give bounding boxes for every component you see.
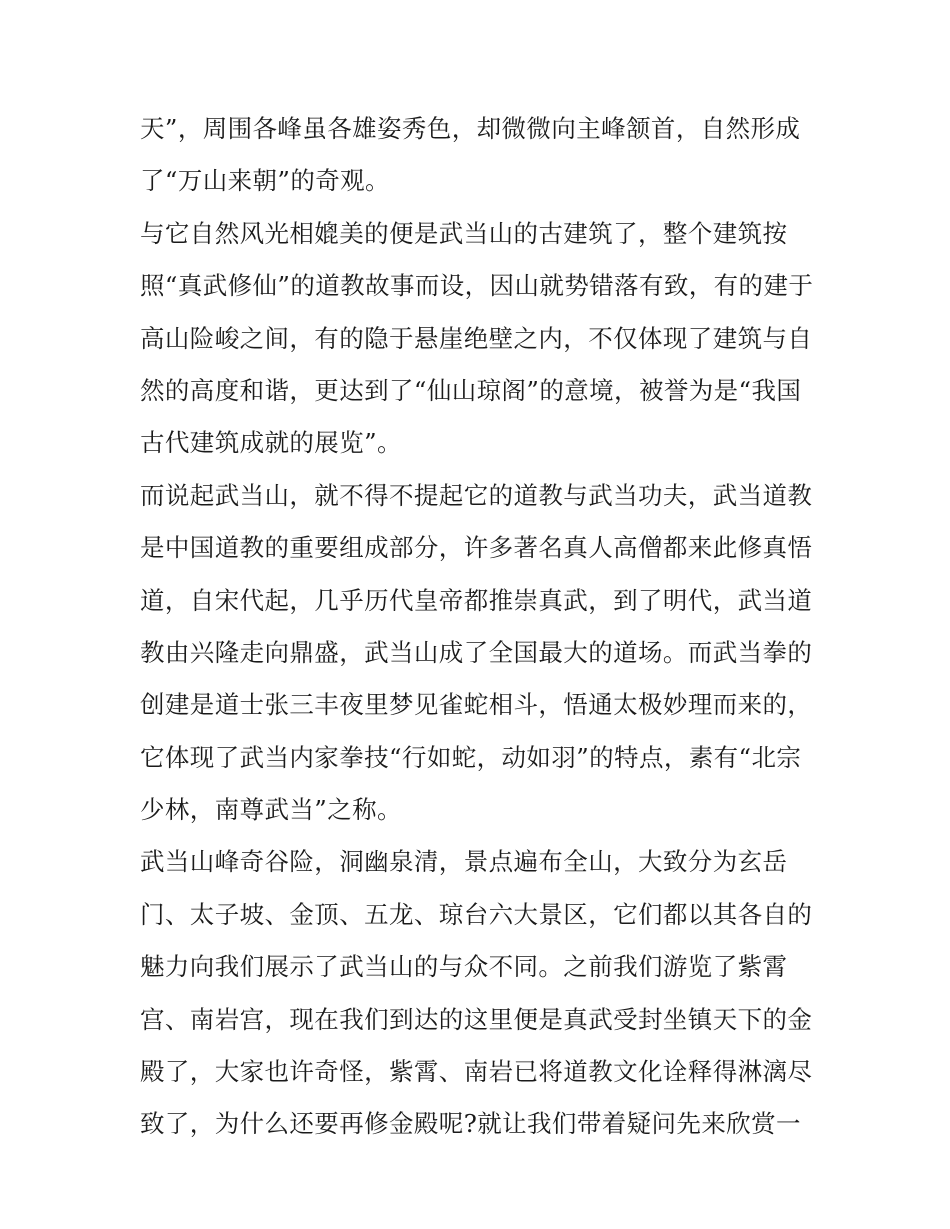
- text-line: 道，自宋代起，几乎历代皇帝都推崇真武，到了明代，武当道: [140, 585, 813, 615]
- text-line: 武当山峰奇谷险，洞幽泉清，景点遍布全山，大致分为玄岳: [140, 847, 788, 877]
- document-body: [140, 103, 820, 1151]
- text-line: 照“真武修仙”的道教故事而设，因山就势错落有致，有的建于: [140, 271, 814, 301]
- text-line: 殿了，大家也许奇怪，紫霄、南岩已将道教文化诠释得淋漓尽: [140, 1057, 813, 1087]
- text-line: 了“万山来朝”的奇观。: [140, 166, 390, 196]
- text-line: 少林，南尊武当”之称。: [140, 795, 402, 825]
- text-line: 古代建筑成就的展览”。: [140, 428, 402, 458]
- text-line: 然的高度和谐，更达到了“仙山琼阁”的意境，被誉为是“我国: [140, 375, 802, 405]
- text-line: 与它自然风光相媲美的便是武当山的古建筑了，整个建筑按: [140, 218, 788, 248]
- text-line: 天”，周围各峰虽各雄姿秀色，却微微向主峰颔首，自然形成: [140, 114, 801, 143]
- text-line: 是中国道教的重要组成部分，许多著名真人高僧都来此修真悟: [140, 533, 813, 563]
- text-line: 教由兴隆走向鼎盛，武当山成了全国最大的道场。而武当拳的: [140, 637, 813, 667]
- text-line: 门、太子坡、金顶、五龙、琼台六大景区，它们都以其各自的: [140, 899, 813, 929]
- text-line: 而说起武当山，就不得不提起它的道教与武当功夫，武当道教: [140, 480, 813, 510]
- text-line: 创建是道士张三丰夜里梦见雀蛇相斗，悟通太极妙理而来的，: [140, 690, 813, 720]
- text-line: 致了，为什么还要再修金殿呢?就让我们带着疑问先来欣赏一: [140, 1109, 801, 1139]
- text-line: 魅力向我们展示了武当山的与众不同。之前我们游览了紫霄: [140, 952, 788, 982]
- text-line: 高山险峻之间，有的隐于悬崖绝壁之内，不仅体现了建筑与自: [140, 323, 813, 353]
- text-line: 宫、南岩宫，现在我们到达的这里便是真武受封坐镇天下的金: [140, 1004, 813, 1034]
- text-line: 它体现了武当内家拳技“行如蛇，动如羽”的特点，素有“北宗: [140, 742, 802, 772]
